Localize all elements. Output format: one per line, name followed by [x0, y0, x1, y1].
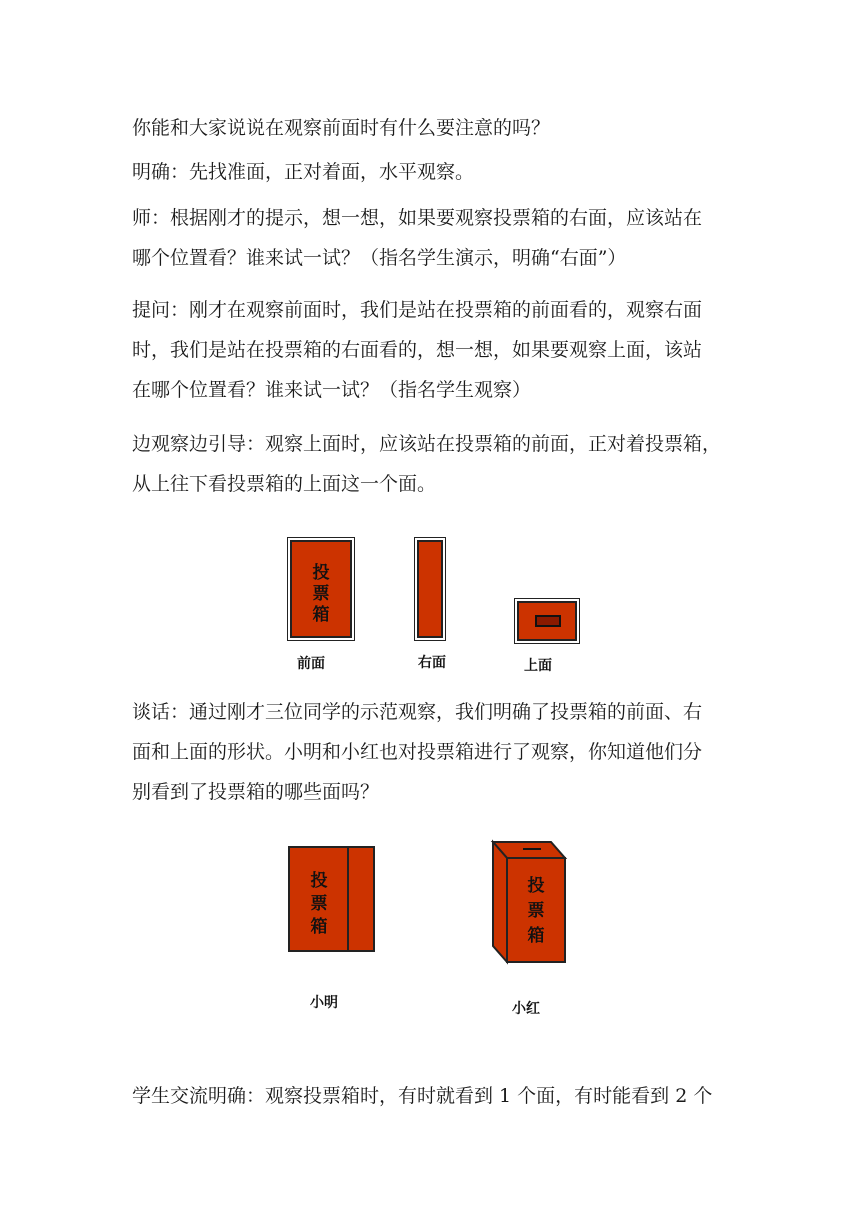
- caption-top: 上面: [524, 658, 552, 674]
- paragraph-guide: [132, 424, 732, 504]
- paragraph-question: [132, 108, 732, 148]
- text-line: 明确：先找准面，正对着面，水平观察。: [132, 161, 475, 183]
- box-label-char: 投: [527, 876, 545, 896]
- paragraph-teacher: [132, 198, 732, 278]
- text-line: 时，我们是站在投票箱的右面看的，想一想，如果要观察上面，该站: [132, 339, 703, 361]
- xiaoming-right-box: [347, 846, 375, 952]
- text-line: 在哪个位置看？谁来试一试？（指名学生观察）: [132, 379, 532, 401]
- paragraph-question-2: [132, 290, 732, 410]
- text-line: 师：根据刚才的提示，想一想，如果要观察投票箱的右面，应该站在: [132, 207, 703, 229]
- box-left-face: [493, 842, 507, 962]
- paragraph-clarify: [132, 152, 732, 192]
- caption-front: 前面: [297, 656, 325, 672]
- slot-icon: [535, 615, 561, 627]
- text-line: 学生交流明确：观察投票箱时，有时就看到 1 个面，有时能看到 2 个: [132, 1085, 713, 1107]
- top-view-box: [517, 601, 577, 641]
- text-line: 边观察边引导：观察上面时，应该站在投票箱的前面，正对着投票箱，: [132, 433, 722, 455]
- caption-xiaohong: 小红: [512, 1001, 540, 1017]
- figure-two-views: [285, 832, 585, 1022]
- caption-xiaoming: 小明: [310, 995, 338, 1011]
- xiaoming-front-box: [288, 846, 350, 952]
- right-view-box: [417, 540, 443, 638]
- box-label-char: 票: [310, 894, 328, 914]
- box-label-char: 箱: [310, 917, 328, 937]
- caption-right: 右面: [418, 655, 446, 671]
- text-line: 哪个位置看？谁来试一试？（指名学生演示，明确“右面”）: [132, 247, 627, 269]
- text-line: 从上往下看投票箱的上面这一个面。: [132, 473, 437, 495]
- box-label-char: 箱: [527, 926, 545, 946]
- box-label-char: 投: [312, 563, 330, 583]
- text-line: 你能和大家说说在观察前面时有什么要注意的吗？: [132, 117, 551, 139]
- paragraph-talk: [132, 692, 732, 812]
- paragraph-summary: [132, 1076, 732, 1116]
- box-label-char: 票: [312, 584, 330, 604]
- box-label-char: 箱: [312, 605, 330, 625]
- box-label-char: 投: [310, 871, 328, 891]
- text-line: 面和上面的形状。小明和小红也对投票箱进行了观察，你知道他们分: [132, 741, 703, 763]
- text-line: 提问：刚才在观察前面时，我们是站在投票箱的前面看的，观察右面: [132, 299, 703, 321]
- text-line: 别看到了投票箱的哪些面吗？: [132, 781, 380, 803]
- text-line: 谈话：通过刚才三位同学的示范观察，我们明确了投票箱的前面、右: [132, 701, 703, 723]
- box-label-char: 票: [527, 901, 545, 921]
- front-view-box: [290, 540, 352, 638]
- figure-three-views: [285, 535, 595, 675]
